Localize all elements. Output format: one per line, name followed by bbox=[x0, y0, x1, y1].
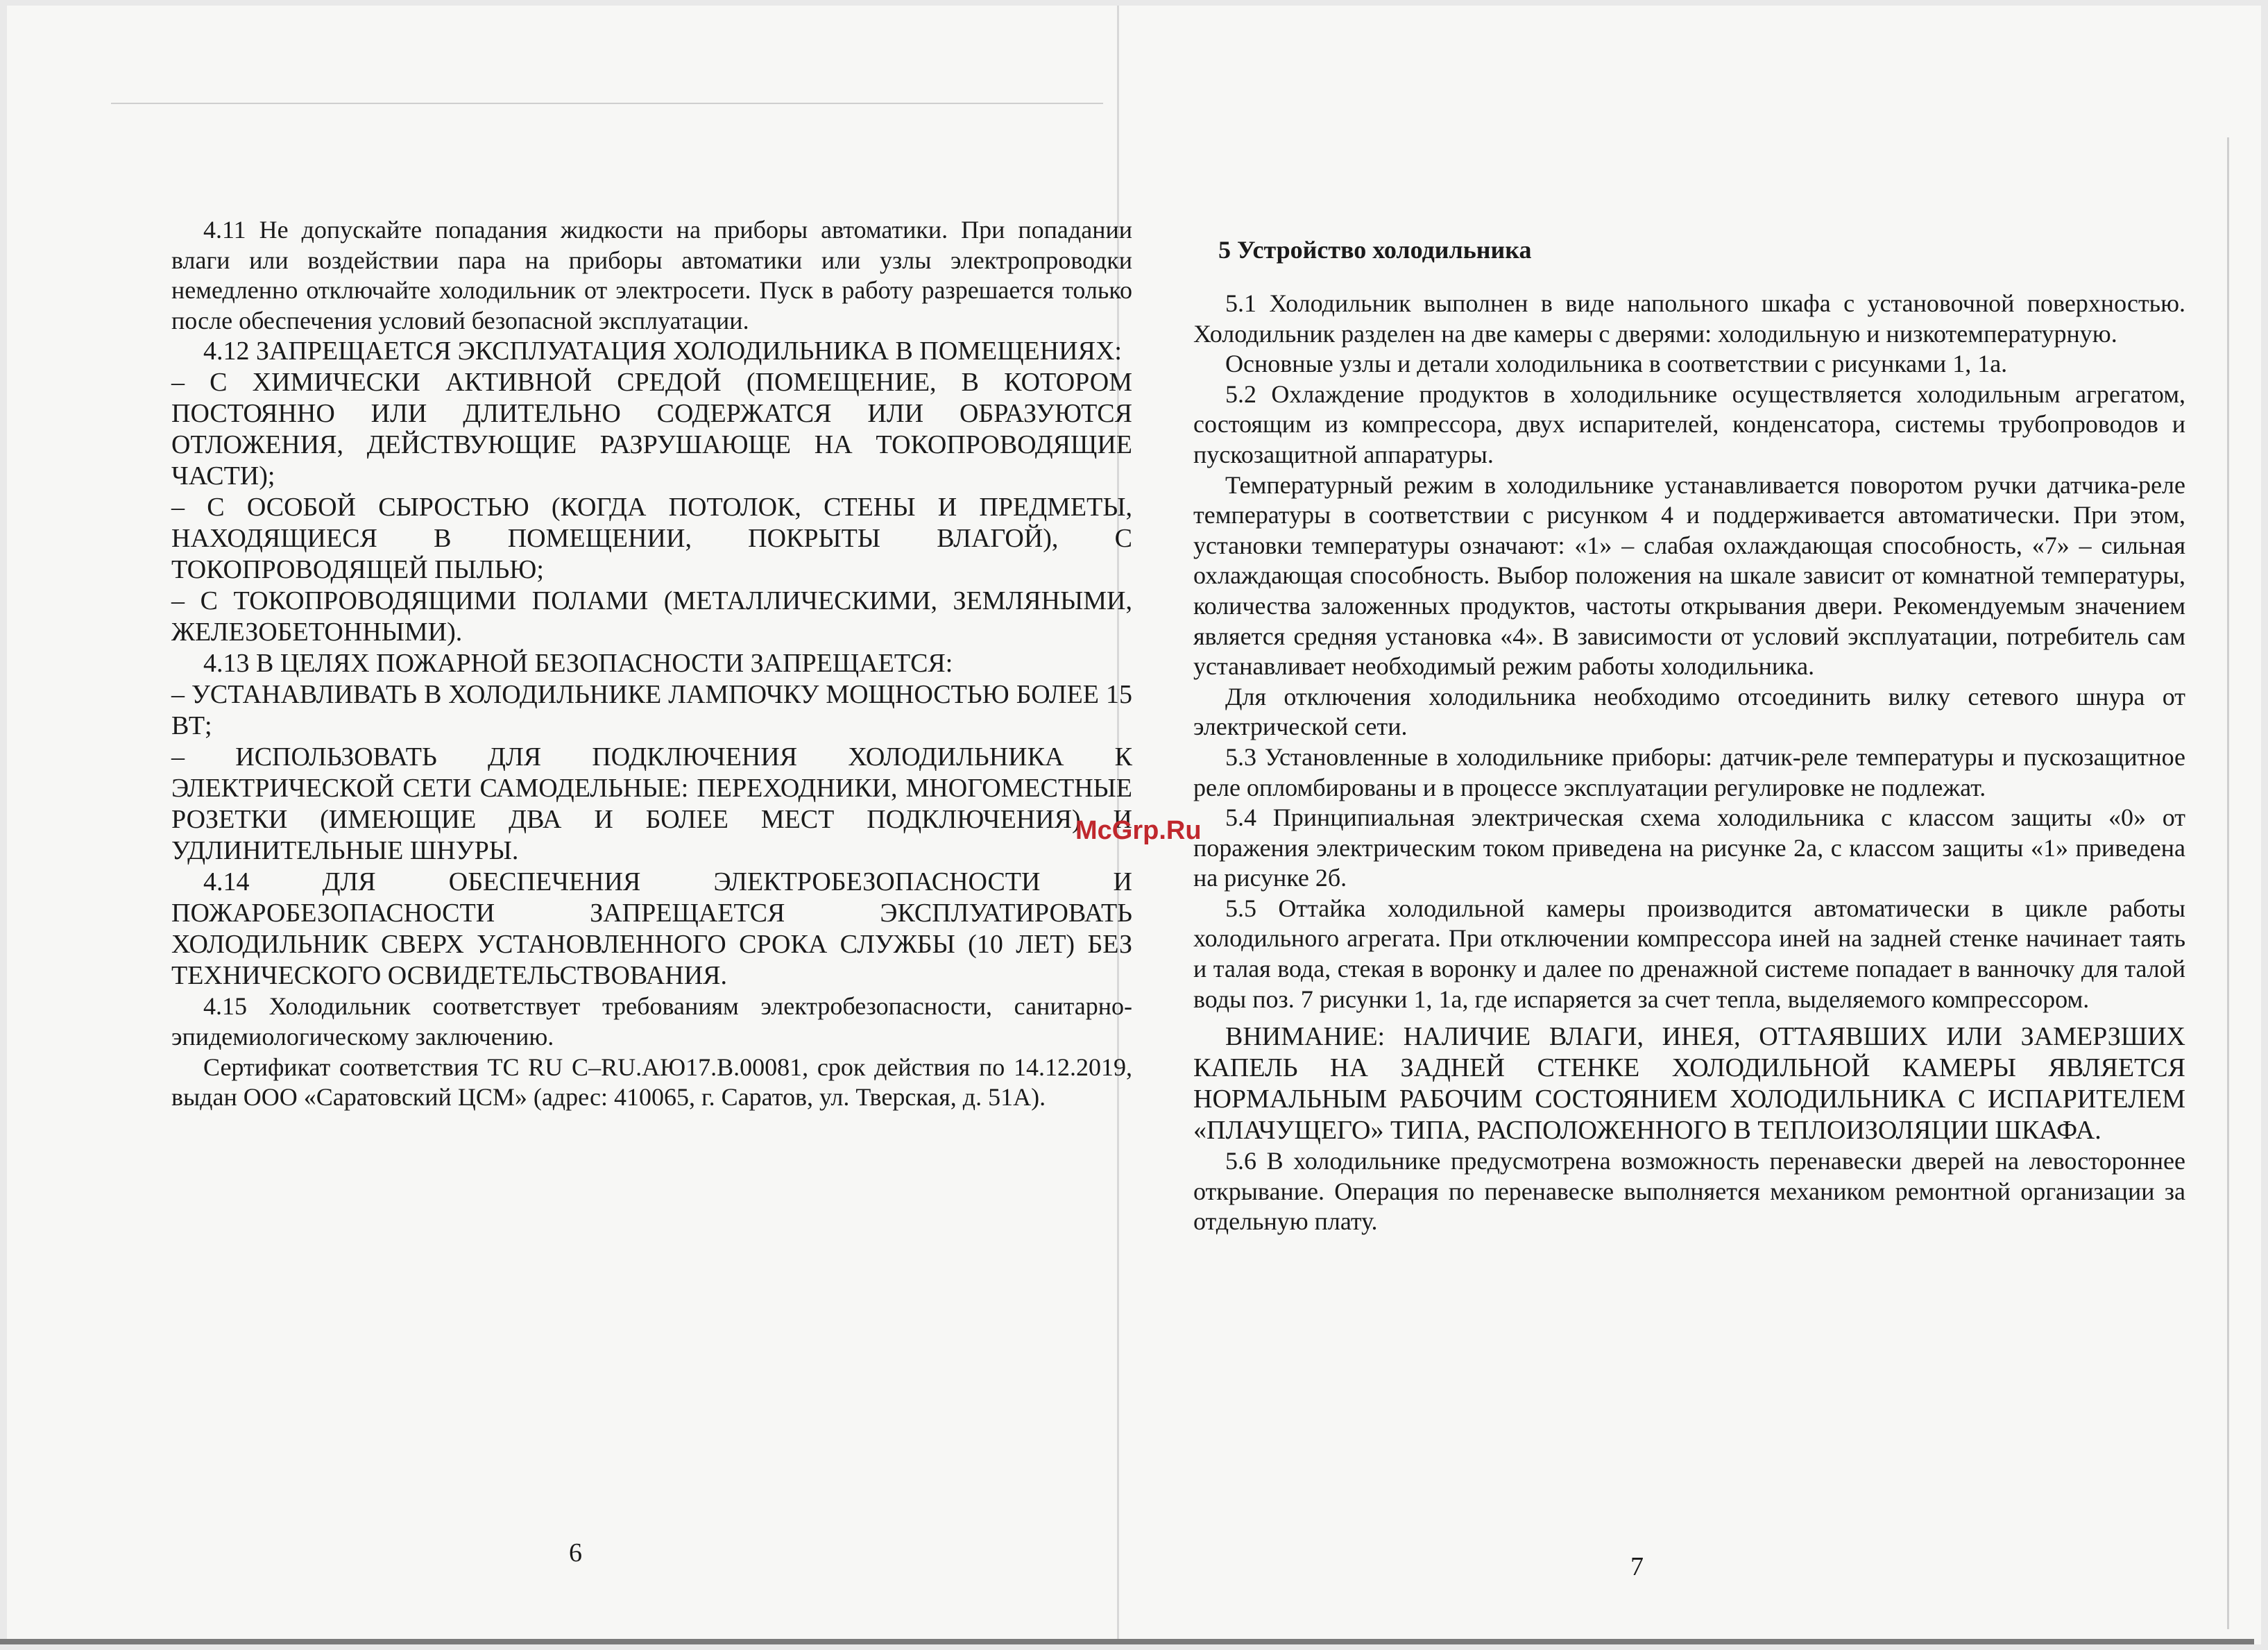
paragraph-5-1: 5.1 Холодильник выполнен в виде напольного шкафа с установочной поверхностью. Холодильник разделен на две камеры с дверями: холодильную и низкотемпературную. bbox=[1193, 289, 2185, 348]
paragraph-main-units: Основные узлы и детали холодильника в соответствии с рисунками 1, 1а. bbox=[1225, 350, 2008, 378]
warning-paragraph: ВНИМАНИЕ: НАЛИЧИЕ ВЛАГИ, ИНЕЯ, ОТТАЯВШИХ ИЛИ ЗАМЕРЗШИХ КАПЕЛЬ НА ЗАДНЕЙ СТЕНКЕ ХОЛОДИЛЬНОЙ КАМЕРЫ ЯВЛЯЕТСЯ НОРМАЛЬНЫМ РАБОЧИМ СОСТОЯНИЕМ ХОЛОДИЛЬНИКА С ИСПАРИТЕЛЕМ «ПЛАЧУЩЕГО» ТИПА, РАСПОЛОЖЕННОГО В ТЕПЛОИЗОЛЯЦИИ ШКАФА. bbox=[1193, 1022, 2185, 1146]
page-number-left: 6 bbox=[569, 1538, 582, 1567]
paragraph-4-12-item-1: – С ХИМИЧЕСКИ АКТИВНОЙ СРЕДОЙ (ПОМЕЩЕНИЕ, В КОТОРОМ ПОСТОЯННО ИЛИ ДЛИТЕЛЬНО СОДЕРЖАТСЯ ИЛИ ОБРАЗУЮТСЯ ОТЛОЖЕНИЯ, ДЕЙСТВУЮЩИЕ РАЗРУШАЮЩЕ НА ТОКОПРОВОДЯЩИЕ ЧАСТИ); bbox=[171, 368, 1132, 491]
paragraph-5-2: 5.2 Охлаждение продуктов в холодильнике осуществляется холодильным агрегатом, состоящим из компрессора, двух испарителей, конденсатора, системы трубопроводов и пускозащитной аппаратуры. bbox=[1193, 380, 2185, 468]
watermark-text: McGrp.Ru bbox=[1075, 816, 1202, 845]
paragraph-5-5: 5.5 Оттайка холодильной камеры производится автоматически в цикле работы холодильного агрегата. При отключении компрессора иней на задней стенке начинает таять и талая вода, стекая в воронку и далее по дренажной системе попадает в ванночку для талой воды поз. 7 рисунки 1, 1а, где испаряется за счет тепла, выделяемого компрессором. bbox=[1193, 894, 2185, 1013]
paragraph-4-13-item-2: – ИСПОЛЬЗОВАТЬ ДЛЯ ПОДКЛЮЧЕНИЯ ХОЛОДИЛЬНИКА К ЭЛЕКТРИЧЕСКОЙ СЕТИ САМОДЕЛЬНЫЕ: ПЕРЕХОДНИКИ, МНОГОМЕСТНЫЕ РОЗЕТКИ (ИМЕЮЩИЕ ДВА И БОЛЕЕ МЕСТ ПОДКЛЮЧЕНИЯ) И УДЛИНИТЕЛЬНЫЕ ШНУРЫ. bbox=[171, 742, 1132, 866]
left-page bbox=[90, 6, 1132, 1644]
paragraph-4-12-item-3: – С ТОКОПРОВОДЯЩИМИ ПОЛАМИ (МЕТАЛЛИЧЕСКИМИ, ЗЕМЛЯНЫМИ, ЖЕЛЕЗОБЕТОННЫМИ). bbox=[171, 586, 1132, 647]
section-title: 5 Устройство холодильника bbox=[1218, 236, 1532, 264]
paragraph-4-14: 4.14 ДЛЯ ОБЕСПЕЧЕНИЯ ЭЛЕКТРОБЕЗОПАСНОСТИ И ПОЖАРОБЕЗОПАСНОСТИ ЗАПРЕЩАЕТСЯ ЭКСПЛУАТИРОВАТЬ ХОЛОДИЛЬНИК СВЕРХ УСТАНОВЛЕННОГО СРОКА СЛУЖБЫ (10 ЛЕТ) БЕЗ ТЕХНИЧЕСКОГО ОСВИДЕТЕЛЬСТВОВАНИЯ. bbox=[171, 867, 1132, 991]
document-spread bbox=[7, 6, 2261, 1644]
left-page-text bbox=[171, 215, 1132, 1113]
paragraph-4-13: 4.13 В ЦЕЛЯХ ПОЖАРНОЙ БЕЗОПАСНОСТИ ЗАПРЕЩАЕТСЯ: bbox=[203, 649, 953, 679]
paragraph-disconnect: Для отключения холодильника необходимо отсоединить вилку сетевого шнура от электрической сети. bbox=[1193, 682, 2185, 741]
paragraph-4-15: 4.15 Холодильник соответствует требованиям электробезопасности, санитарно-эпидемиологическому заключению. bbox=[171, 992, 1132, 1051]
paragraph-4-11: 4.11 Не допускайте попадания жидкости на приборы автоматики. При попадании влаги или воздействии пара на приборы автоматики или узлы электропроводки немедленно отключайте холодильник от электросети. Пуск в работу разрешается только после обеспечения условий безопасной эксплуатации. bbox=[171, 216, 1132, 334]
page-number-right: 7 bbox=[1630, 1552, 1644, 1581]
paragraph-4-12: 4.12 ЗАПРЕЩАЕТСЯ ЭКСПЛУАТАЦИЯ ХОЛОДИЛЬНИКА В ПОМЕЩЕНИЯХ: bbox=[203, 337, 1122, 366]
paragraph-4-13-item-1: – УСТАНАВЛИВАТЬ В ХОЛОДИЛЬНИКЕ ЛАМПОЧКУ МОЩНОСТЬЮ БОЛЕЕ 15 ВТ; bbox=[171, 680, 1132, 741]
scan-bottom-edge bbox=[0, 1639, 2254, 1644]
right-page-text bbox=[1193, 235, 2185, 1237]
paragraph-5-3: 5.3 Установленные в холодильнике приборы: датчик-реле температуры и пускозащитное реле опломбированы и в процессе эксплуатации регулировке не подлежат. bbox=[1193, 742, 2185, 801]
paragraph-temperature-mode: Температурный режим в холодильнике устанавливается поворотом ручки датчика-реле температуры в соответствии с рисунком 4 и поддерживается автоматически. При этом, установки температуры означают: «1» – слабая охлаждающая способность, «7» – сильная охлаждающая способность. Выбор положения на шкале зависит от комнатной температуры, количества заложенных продуктов, частоты открывания двери. Рекомендуемым значением является средняя установка «4». В зависимости от условий эксплуатации, потребитель сам устанавливает необходимый режим работы холодильника. bbox=[1193, 470, 2185, 681]
spacer bbox=[1193, 1014, 2185, 1021]
right-page bbox=[1117, 6, 2234, 1644]
paragraph-4-12-item-2: – С ОСОБОЙ СЫРОСТЬЮ (КОГДА ПОТОЛОК, СТЕНЫ И ПРЕДМЕТЫ, НАХОДЯЩИЕСЯ В ПОМЕЩЕНИИ, ПОКРЫТЫ ВЛАГОЙ), С ТОКОПРОВОДЯЩЕЙ ПЫЛЬЮ; bbox=[171, 493, 1132, 585]
certificate-paragraph: Сертификат соответствия ТС RU C–RU.АЮ17.В.00081, срок действия по 14.12.2019, выдан ООО «Саратовский ЦСМ» (адрес: 410065, г. Саратов, ул. Тверская, д. 51А). bbox=[171, 1053, 1132, 1112]
paragraph-5-6: 5.6 В холодильнике предусмотрена возможность перенавески дверей на левостороннее открывание. Операция по перенавеске выполняется механиком ремонтной организации за отдельную плату. bbox=[1193, 1147, 2185, 1236]
paragraph-5-4: 5.4 Принципиальная электрическая схема холодильника с классом защиты «0» от поражения электрическим током приведена на рисунке 2а, с классом защиты «1» приведена на рисунке 2б. bbox=[1193, 803, 2185, 892]
